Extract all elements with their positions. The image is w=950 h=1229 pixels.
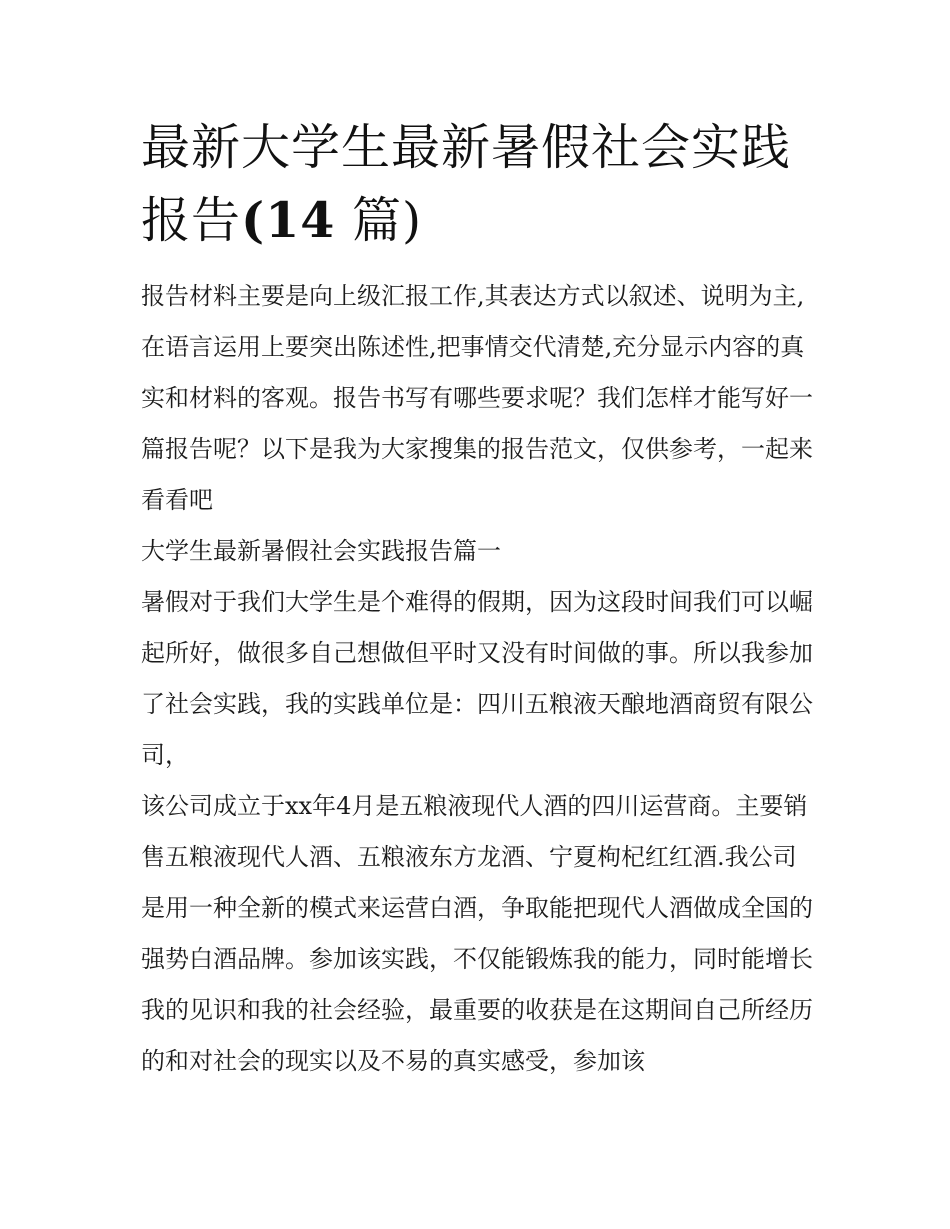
title-count: (14 [241,191,336,249]
section-heading-text: 大学生最新暑假社会实践报告篇一 [141,537,501,565]
document-content [141,112,816,1087]
body-paragraph-1-text: 暑假对于我们大学生是个难得的假期，因为这段时间我们可以崛起所好，做很多自己想做但平时又没有时间做的事。所以我参加了社会实践，我的实践单位是：四川五粮液天酿地酒商贸有限公司， [141,588,813,769]
title-suffix: 篇) [335,192,423,249]
body-paragraph-1 [141,577,816,781]
title-text: 最新大学生最新暑假社会实践报告 [141,119,792,249]
body-paragraph-2 [141,781,816,1087]
section-heading [141,526,816,577]
body-paragraph-2-text: 该公司成立于xx年4月是五粮液现代人酒的四川运营商。主要销售五粮液现代人酒、五粮液东方龙酒、宁夏枸杞红红酒.我公司是用一种全新的模式来运营白酒，争取能把现代人酒做成全国的强势白酒品牌。参加该实践，不仅能锻炼我的能力，同时能增长我的见识和我的社会经验，最重要的收获是在这期间自己所经历的和对社会的现实以及不易的真实感受，参加该 [141,792,813,1075]
document-title [141,112,816,257]
intro-text: 报告材料主要是向上级汇报工作,其表达方式以叙述、说明为主,在语言运用上要突出陈述性,把事情交代清楚,充分显示内容的真实和材料的客观。报告书写有哪些要求呢？我们怎样才能写好一篇报告呢？以下是我为大家搜集的报告范文，仅供参考，一起来看看吧 [141,282,813,514]
intro-paragraph [141,271,816,526]
